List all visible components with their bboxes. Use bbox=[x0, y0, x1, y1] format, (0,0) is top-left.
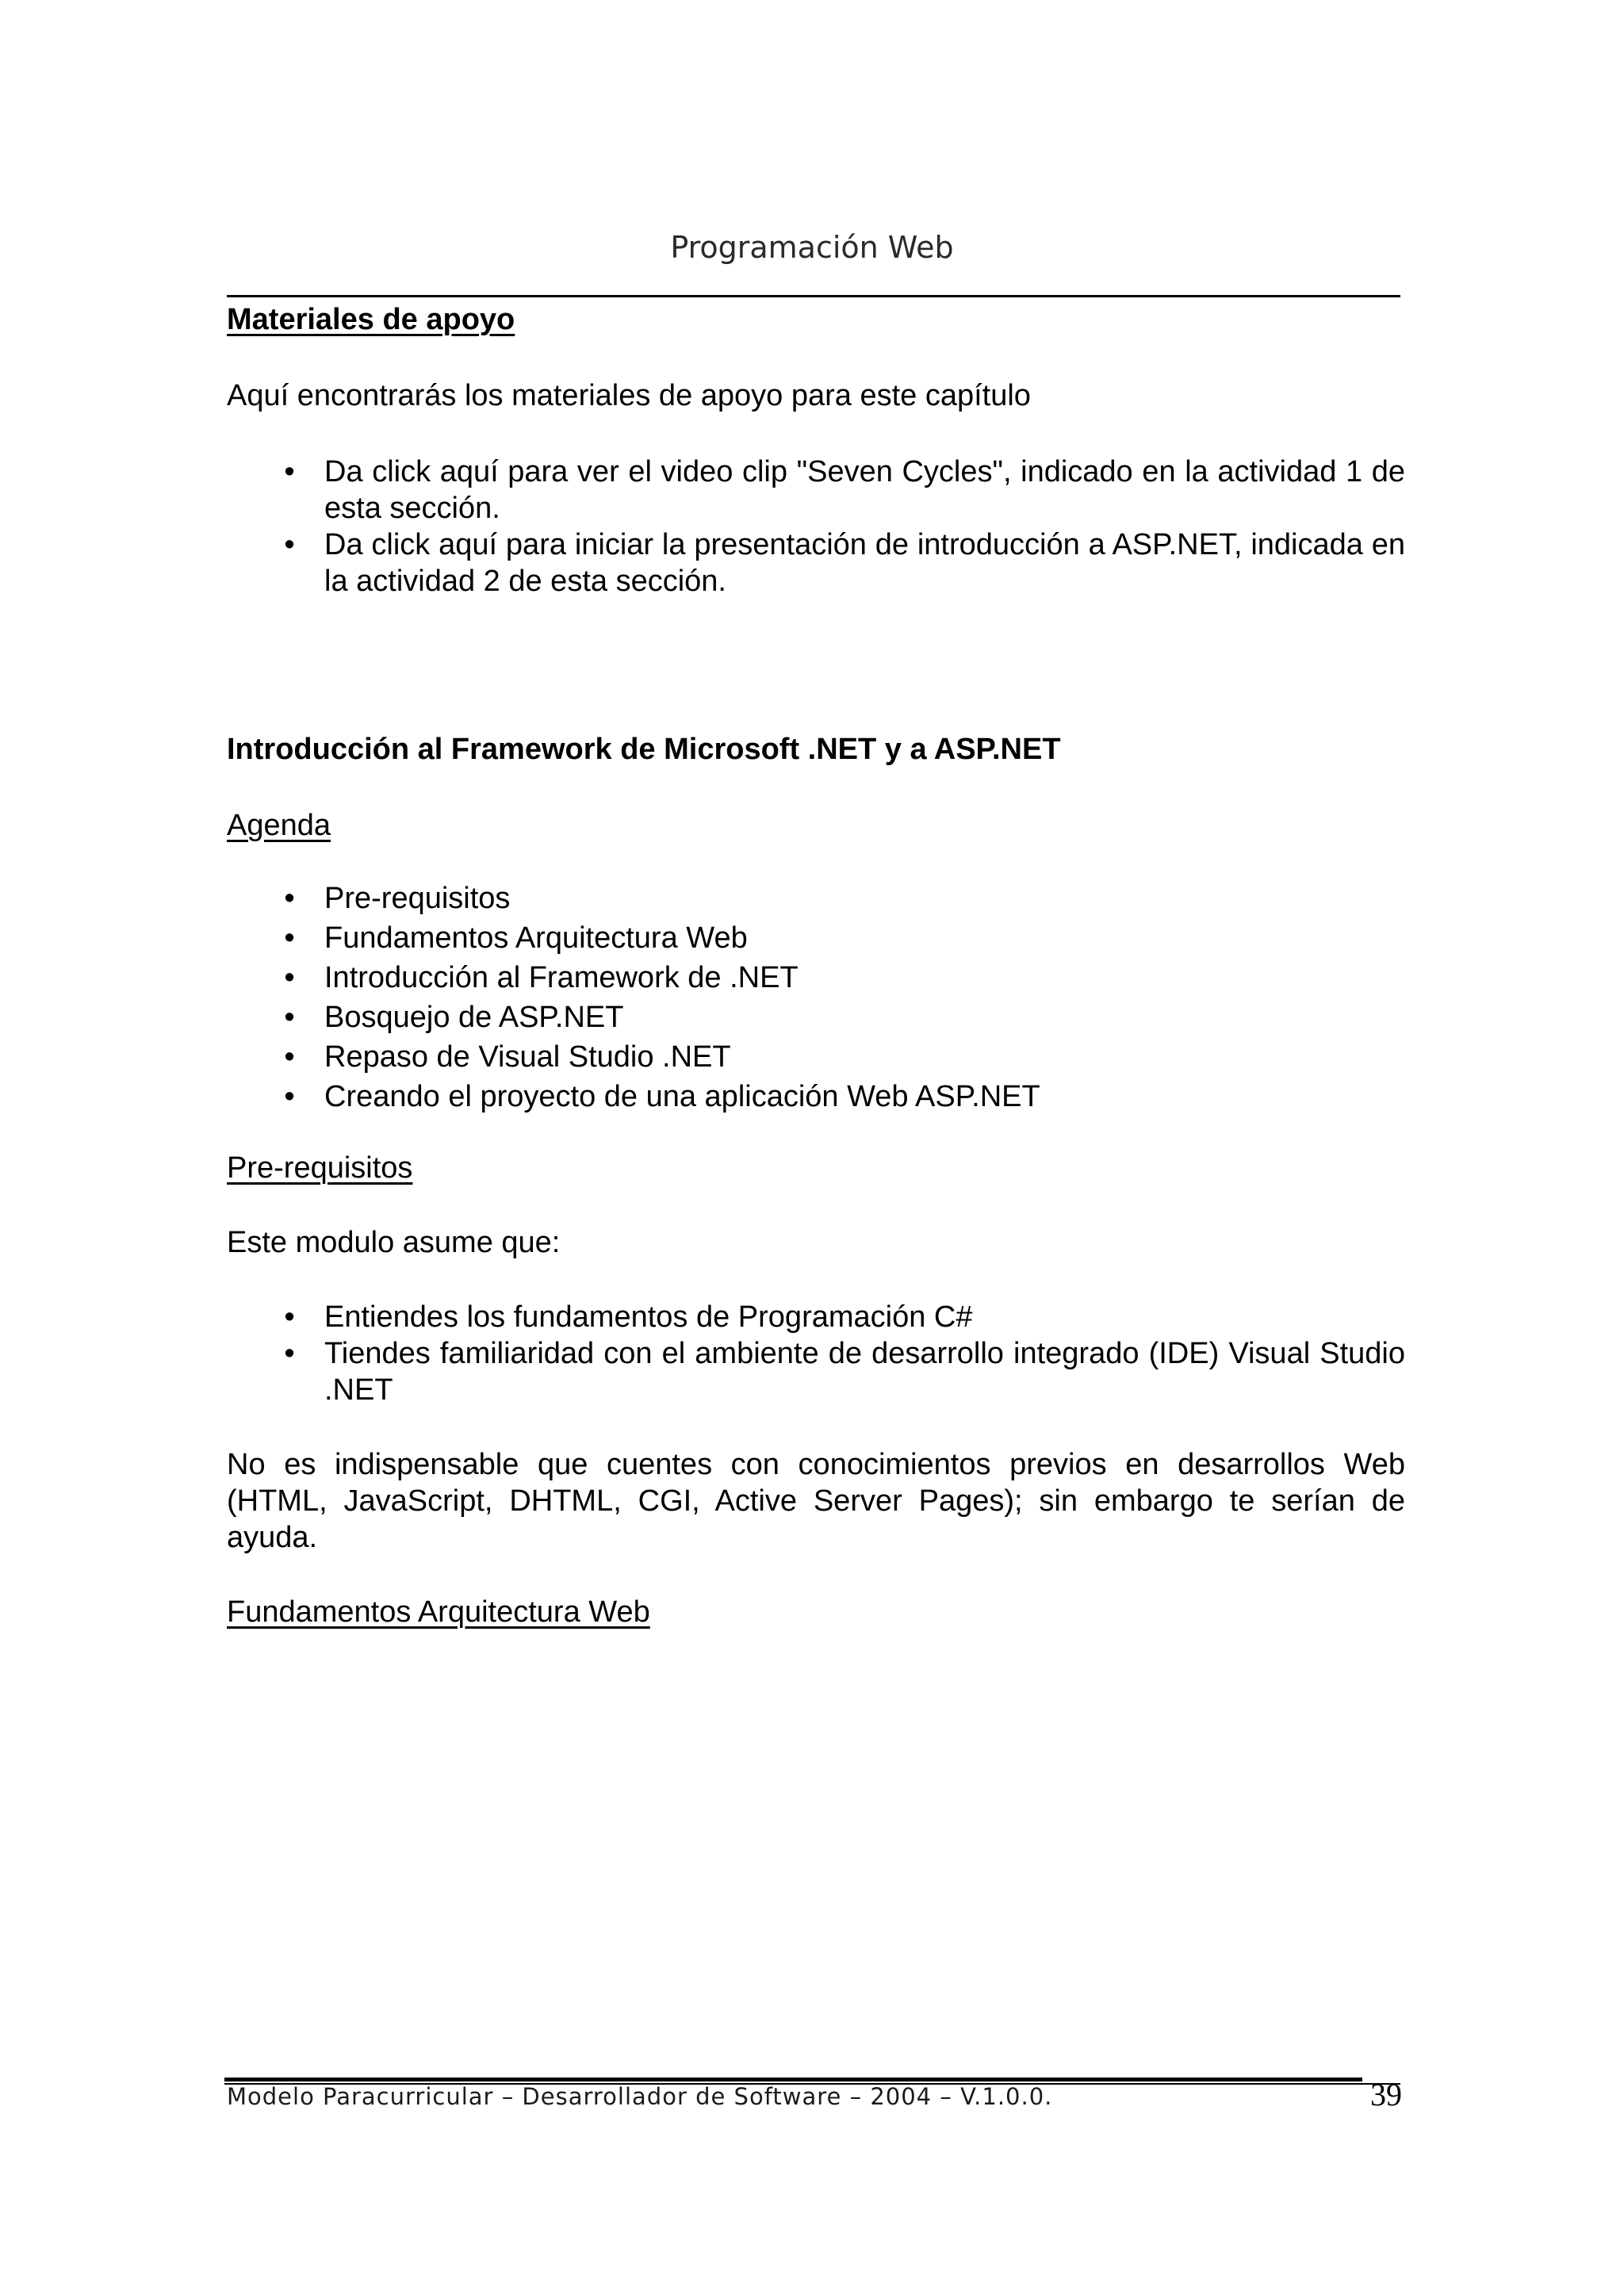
footer-divider-thick bbox=[224, 2078, 1362, 2081]
list-item bbox=[227, 918, 1405, 958]
material-link-video[interactable]: Da click aquí para ver el video clip "Seven Cycles", indicado en la actividad 1 de esta sección. bbox=[324, 455, 1405, 525]
agenda-item: Repaso de Visual Studio .NET bbox=[324, 1040, 731, 1074]
material-link-presentation[interactable]: Da click aquí para iniciar la presentación de introducción a ASP.NET, indicada en la actividad 2 de esta sección. bbox=[324, 528, 1405, 598]
bullet-icon: • bbox=[284, 882, 295, 915]
intro-framework-heading: Introducción al Framework de Microsoft .NET y a ASP.NET bbox=[227, 733, 1061, 766]
list-item[interactable] bbox=[227, 454, 1405, 527]
bullet-icon: • bbox=[284, 1337, 295, 1370]
list-item bbox=[227, 1299, 1405, 1335]
bullet-icon: • bbox=[284, 1300, 295, 1334]
list-item bbox=[227, 1077, 1405, 1116]
agenda-item: Creando el proyecto de una aplicación Web ASP.NET bbox=[324, 1080, 1040, 1113]
bullet-icon: • bbox=[284, 528, 295, 561]
agenda-item: Pre-requisitos bbox=[324, 882, 511, 915]
list-item bbox=[227, 998, 1405, 1037]
header-divider bbox=[227, 295, 1400, 297]
agenda-item: Fundamentos Arquitectura Web bbox=[324, 921, 748, 955]
list-item bbox=[227, 1037, 1405, 1077]
page-header-title: Programación Web bbox=[670, 230, 954, 265]
page-content bbox=[227, 301, 1405, 1630]
prereq-item: Entiendes los fundamentos de Programación C# bbox=[324, 1300, 973, 1334]
bullet-icon: • bbox=[284, 1080, 295, 1113]
footer-text: Modelo Paracurricular – Desarrollador de Software – 2004 – V.1.0.0. bbox=[227, 2083, 1053, 2110]
list-item bbox=[227, 958, 1405, 998]
prereq-intro: Este modulo asume que: bbox=[227, 1226, 561, 1259]
prereq-note: No es indispensable que cuentes con conocimientos previos en desarrollos Web (HTML, JavaScript, DHTML, CGI, Active Server Pages); sin embargo te serían de ayuda. bbox=[227, 1448, 1405, 1554]
bullet-icon: • bbox=[284, 1040, 295, 1074]
prereq-heading: Pre-requisitos bbox=[227, 1151, 413, 1185]
agenda-item: Bosquejo de ASP.NET bbox=[324, 1001, 624, 1034]
list-item bbox=[227, 1335, 1405, 1408]
list-item bbox=[227, 879, 1405, 918]
bullet-icon: • bbox=[284, 1001, 295, 1034]
list-item[interactable] bbox=[227, 527, 1405, 599]
bullet-icon: • bbox=[284, 921, 295, 955]
fundamentos-heading: Fundamentos Arquitectura Web bbox=[227, 1595, 650, 1629]
agenda-heading: Agenda bbox=[227, 809, 331, 842]
materiales-intro: Aquí encontrarás los materiales de apoyo para este capítulo bbox=[227, 379, 1031, 412]
prereq-list bbox=[227, 1299, 1405, 1408]
bullet-icon: • bbox=[284, 961, 295, 994]
agenda-item: Introducción al Framework de .NET bbox=[324, 961, 799, 994]
bullet-icon: • bbox=[284, 455, 295, 488]
agenda-list bbox=[227, 879, 1405, 1116]
prereq-item: Tiendes familiaridad con el ambiente de desarrollo integrado (IDE) Visual Studio .NET bbox=[324, 1337, 1405, 1407]
materiales-heading: Materiales de apoyo bbox=[227, 303, 515, 336]
materiales-list bbox=[227, 454, 1405, 599]
page-number: 39 bbox=[1370, 2077, 1402, 2112]
